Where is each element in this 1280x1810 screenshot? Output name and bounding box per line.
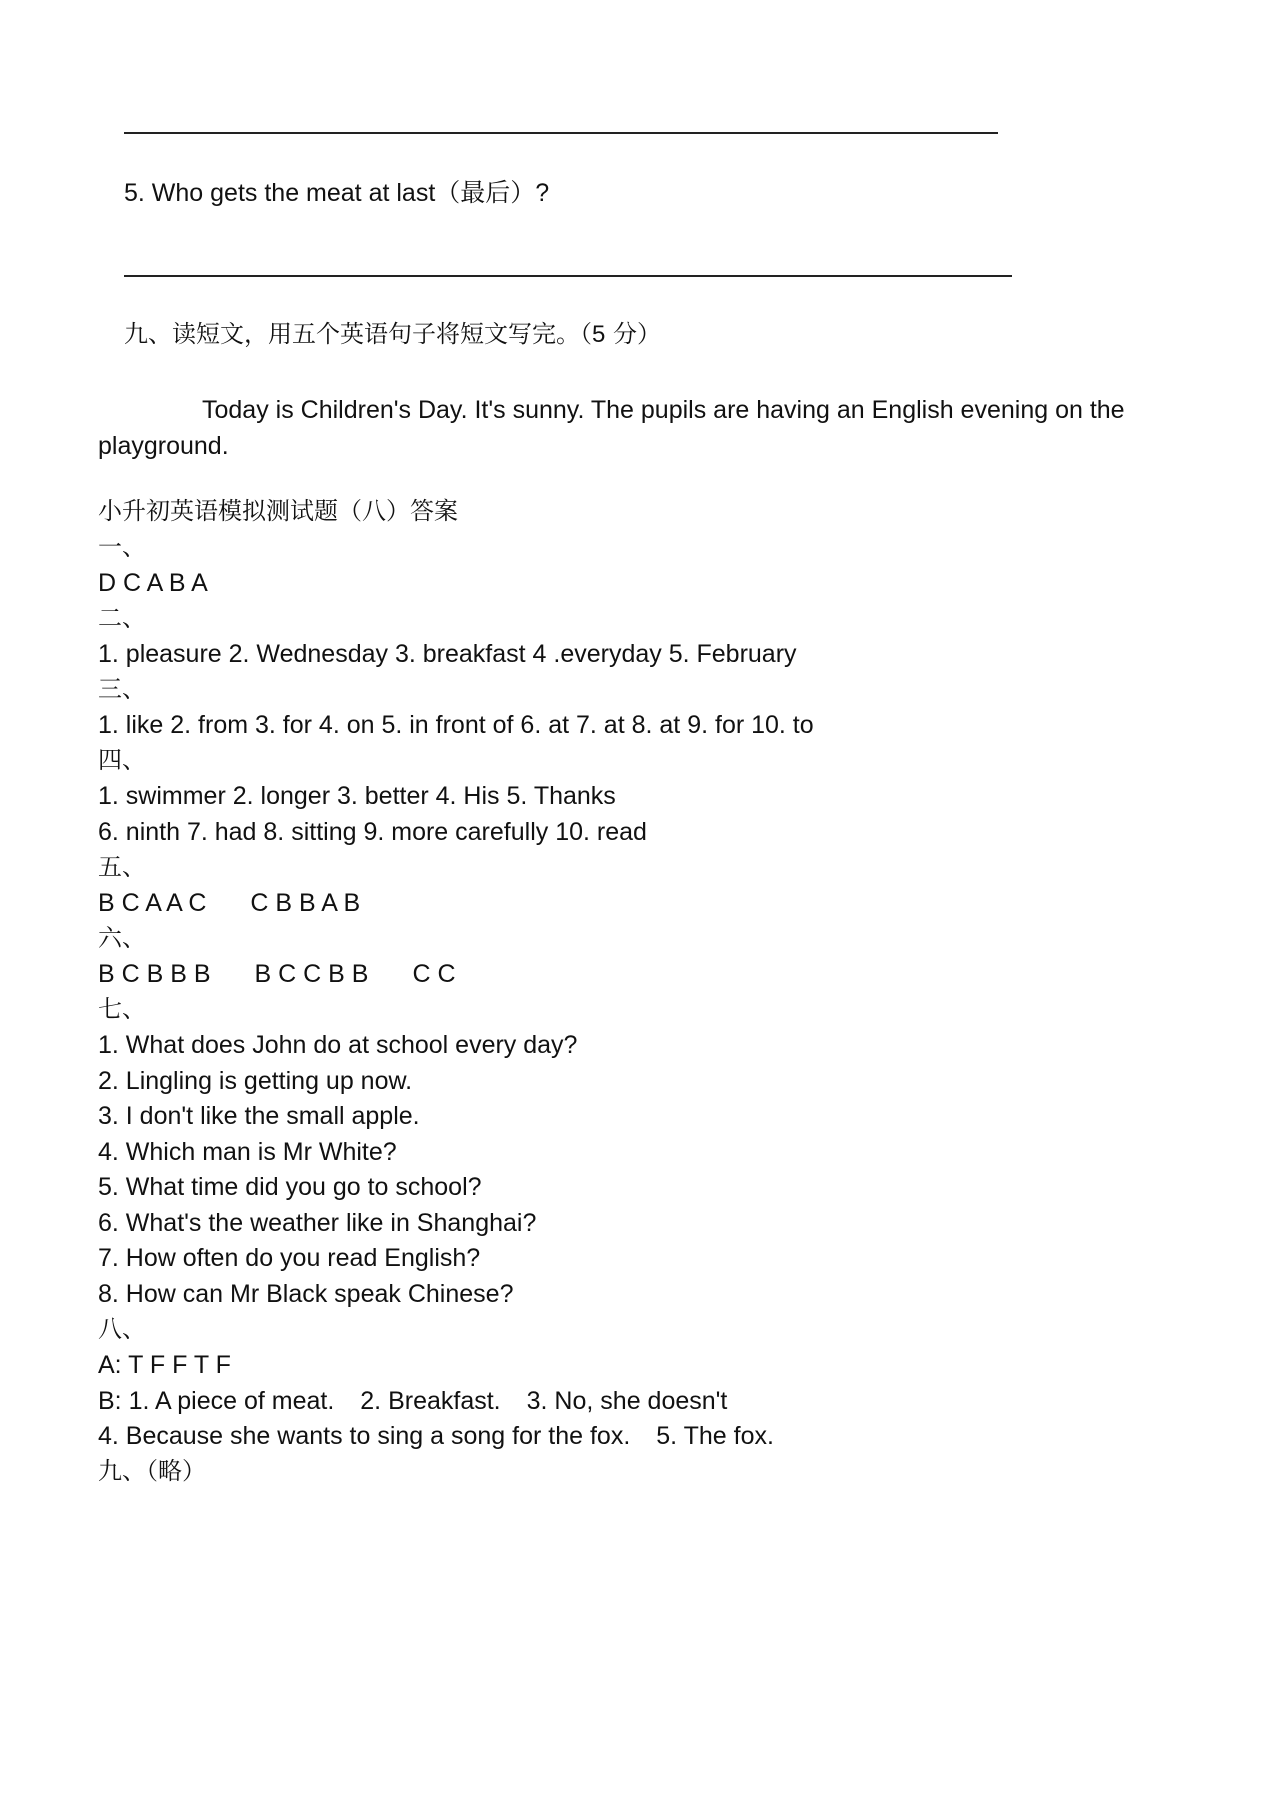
answer-section-6-group-3: C C — [412, 960, 456, 988]
answer-section-7-item: 3. I don't like the small apple. — [98, 1102, 420, 1130]
answer-section-2-label: 二、 — [98, 604, 146, 632]
answer-section-9-label: 九、（略） — [98, 1457, 206, 1485]
answer-section-8-b2: 2. Breakfast. — [360, 1387, 501, 1415]
section-9-score-unit: 分） — [605, 320, 661, 348]
answer-section-7-item: 5. What time did you go to school? — [98, 1173, 482, 1201]
answer-section-1-label: 一、 — [98, 533, 146, 561]
answer-section-8-b3: 3. No, she doesn't — [526, 1387, 728, 1415]
answer-section-4-line-2: 6. ninth 7. had 8. sitting 9. more carefully 10. read — [98, 818, 647, 846]
answer-section-6-group-2: B C C B B — [254, 960, 369, 988]
answer-section-5-label: 五、 — [98, 853, 146, 881]
answer-section-8-part-b-line-2 — [98, 1421, 774, 1451]
answer-line-q4[interactable] — [124, 132, 998, 134]
answer-section-7-item: 7. How often do you read English? — [98, 1244, 481, 1272]
answer-section-8-label: 八、 — [98, 1315, 146, 1343]
answer-section-8-part-a: A: T F F T F — [98, 1351, 231, 1379]
answer-section-6-label: 六、 — [98, 924, 146, 952]
answer-line-q5[interactable] — [124, 275, 1012, 277]
answer-section-8-b5: 5. The fox. — [656, 1422, 774, 1450]
answer-section-7-item: 1. What does John do at school every day? — [98, 1031, 578, 1059]
section-9-heading-text: 九、读短文，用五个英语句子将短文写完。（ — [124, 320, 592, 348]
answer-section-6-line — [98, 959, 456, 989]
answer-section-7-item: 2. Lingling is getting up now. — [98, 1067, 413, 1095]
answer-section-4-label: 四、 — [98, 746, 146, 774]
answer-section-6-group-1: B C B B B — [98, 960, 211, 988]
answer-section-7-label: 七、 — [98, 995, 146, 1023]
answer-section-5-group-1: B C A A C — [98, 889, 207, 917]
answer-section-7-item: 4. Which man is Mr White? — [98, 1138, 397, 1166]
answer-section-4-line-1: 1. swimmer 2. longer 3. better 4. His 5. Thanks — [98, 782, 616, 810]
answer-section-8-b4: 4. Because she wants to sing a song for the fox. — [98, 1422, 631, 1450]
answer-section-7-item: 6. What's the weather like in Shanghai? — [98, 1209, 537, 1237]
answer-section-8-b1: 1. A piece of meat. — [128, 1387, 335, 1415]
answer-section-5-line — [98, 888, 360, 918]
answer-section-8-part-b-line-1 — [98, 1386, 727, 1416]
question-5: 5. Who gets the meat at last（最后）? — [124, 179, 550, 207]
answer-section-3-line: 1. like 2. from 3. for 4. on 5. in front of 6. at 7. at 8. at 9. for 10. to — [98, 711, 814, 739]
answer-section-1-line: D C A B A — [98, 569, 208, 597]
answer-section-8-b-prefix: B: — [98, 1387, 129, 1415]
answers-title: 小升初英语模拟测试题（八）答案 — [98, 497, 458, 525]
answer-section-5-group-2: C B B A B — [250, 889, 361, 917]
section-9-passage: Today is Children's Day. It's sunny. The pupils are having an English evening on the playground. — [98, 396, 1125, 460]
section-9-score: 5 — [592, 321, 606, 348]
section-9-heading — [124, 319, 661, 350]
answer-section-2-line: 1. pleasure 2. Wednesday 3. breakfast 4 .everyday 5. February — [98, 640, 797, 668]
answer-section-7-item: 8. How can Mr Black speak Chinese? — [98, 1280, 514, 1308]
answer-section-3-label: 三、 — [98, 675, 146, 703]
